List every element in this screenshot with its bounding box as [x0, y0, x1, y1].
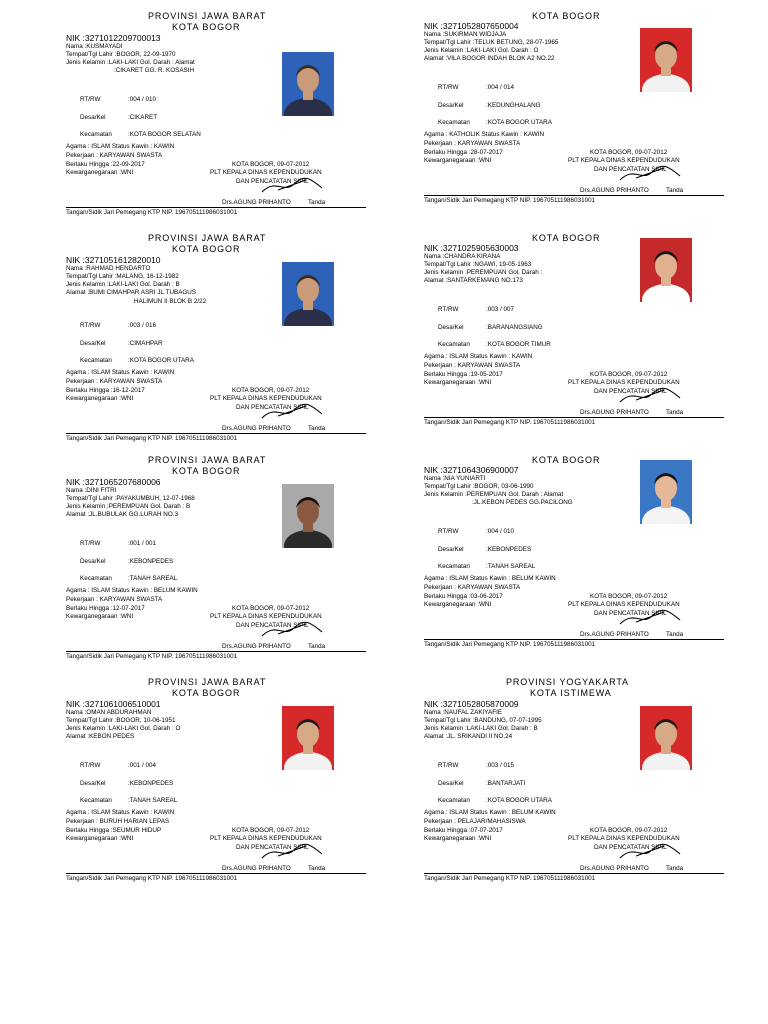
id-photo: [282, 706, 334, 770]
nik-field: NIK :3271052805870009: [424, 699, 519, 709]
signature-icon: [616, 162, 686, 186]
tanda-label: Tanda: [666, 865, 684, 872]
kecamatan-label: Kecamatan: [80, 357, 112, 364]
rtrw-label: RT/RW: [438, 762, 459, 769]
desa-label: Desa/Kel: [438, 324, 464, 331]
rtrw-label: RT/RW: [80, 540, 101, 547]
id-photo: [640, 706, 692, 770]
rtrw-label: RT/RW: [438, 306, 459, 313]
kecamatan-label: Kecamatan: [438, 341, 470, 348]
official-title-2: DAN PENCATATAN SIPIL: [594, 610, 667, 617]
official-name: Drs.AGUNG PRIHANTO: [580, 409, 649, 416]
signature-icon: [616, 840, 686, 864]
kewarganegaraan-field: Kewarganegaraan :WNI: [424, 835, 492, 842]
official-title-2: DAN PENCATATAN SIPIL: [594, 166, 667, 173]
pekerjaan-field: Pekerjaan : KARYAWAN SWASTA: [424, 584, 521, 591]
ktp-card: [424, 232, 724, 454]
kecamatan-label: Kecamatan: [80, 575, 112, 582]
alamat-field: Alamat :KEBON PEDES: [66, 733, 135, 740]
berlaku-field: Berlaku Hingga :19-05-2017: [424, 371, 503, 378]
footer-note: Tangan/Sidik Jari Pemegang KTP NIP. 196705111986031001: [66, 875, 238, 882]
signature-rule: [424, 195, 724, 196]
id-photo: [282, 52, 334, 116]
official-title-1: PLT KEPALA DINAS KEPENDUDUKAN: [568, 379, 680, 386]
kecamatan-value: :KOTA BOGOR UTARA: [486, 797, 552, 804]
kewarganegaraan-field: Kewarganegaraan :WNI: [424, 601, 492, 608]
nama-field: Nama :OMAN ABDURAHMAN: [66, 709, 152, 716]
province-title: PROVINSI JAWA BARAT: [148, 233, 267, 243]
kecamatan-value: :TANAH SAREAL: [128, 797, 178, 804]
official-title-2: DAN PENCATATAN SIPIL: [236, 622, 309, 629]
agama-field: Agama : ISLAM Status Kawin : BELUM KAWIN: [66, 587, 198, 594]
pekerjaan-field: Pekerjaan : KARYAWAN SWASTA: [66, 152, 163, 159]
signature-icon: [616, 606, 686, 630]
city-title: KOTA BOGOR: [532, 455, 601, 465]
alamat-field: Alamat :JL. SRIKANDI II NO.24: [424, 733, 513, 740]
pekerjaan-field: Pekerjaan : BURUH HARIAN LEPAS: [66, 818, 170, 825]
alamat-field: :CIKARET GG. R. KOSASIH: [114, 67, 195, 74]
kewarganegaraan-field: Kewarganegaraan :WNI: [66, 169, 134, 176]
kewarganegaraan-field: Kewarganegaraan :WNI: [66, 835, 134, 842]
official-title-1: PLT KEPALA DINAS KEPENDUDUKAN: [210, 613, 322, 620]
official-name: Drs.AGUNG PRIHANTO: [222, 425, 291, 432]
footer-note: Tangan/Sidik Jari Pemegang KTP NIP. 196705111986031001: [66, 435, 238, 442]
rtrw-value: :003 / 015: [486, 762, 515, 769]
ktp-card: [424, 676, 724, 898]
official-title-2: DAN PENCATATAN SIPIL: [594, 388, 667, 395]
berlaku-field: Berlaku Hingga :03-06-2017: [424, 593, 503, 600]
rtrw-value: :003 / 007: [486, 306, 515, 313]
signature-icon: [616, 384, 686, 408]
official-title-1: PLT KEPALA DINAS KEPENDUDUKAN: [210, 169, 322, 176]
rtrw-value: :001 / 004: [128, 762, 157, 769]
id-photo: [640, 460, 692, 524]
signature-rule: [424, 639, 724, 640]
kecamatan-label: Kecamatan: [438, 563, 470, 570]
ttl-field: Tempat/Tgl Lahir :TELUK BETUNG, 28-07-1965: [424, 39, 559, 46]
desa-label: Desa/Kel: [438, 102, 464, 109]
kecamatan-value: :TANAH SAREAL: [486, 563, 536, 570]
id-photo: [640, 28, 692, 92]
desa-label: Desa/Kel: [80, 114, 106, 121]
pekerjaan-field: Pekerjaan : KARYAWAN SWASTA: [66, 596, 163, 603]
agama-field: Agama : ISLAM Status Kawin : KAWIN: [424, 353, 533, 360]
pekerjaan-field: Pekerjaan : PELAJAR/MAHASISWA: [424, 818, 526, 825]
nama-field: Nama :DINI FITRI: [66, 487, 117, 494]
issue-place-date: KOTA BOGOR, 09-07-2012: [590, 149, 668, 156]
official-title-1: PLT KEPALA DINAS KEPENDUDUKAN: [568, 835, 680, 842]
city-title: KOTA ISTIMEWA: [530, 688, 612, 698]
ttl-field: Tempat/Tgl Lahir :BANDUNG, 07-07-1995: [424, 717, 542, 724]
footer-note: Tangan/Sidik Jari Pemegang KTP NIP. 196705111986031001: [424, 641, 596, 648]
gender-field: Jenis Kelamin :LAKI-LAKI Gol. Darah : O: [66, 725, 181, 732]
issue-place-date: KOTA BOGOR, 09-07-2012: [232, 827, 310, 834]
kewarganegaraan-field: Kewarganegaraan :WNI: [66, 395, 134, 402]
rtrw-label: RT/RW: [80, 96, 101, 103]
gender-field: Jenis Kelamin :LAKI-LAKI Gol. Darah : Alamat: [66, 59, 195, 66]
footer-note: Tangan/Sidik Jari Pemegang KTP NIP. 196705111986031001: [424, 197, 596, 204]
official-name: Drs.AGUNG PRIHANTO: [222, 643, 291, 650]
ttl-field: Tempat/Tgl Lahir :BOGOR, 03-06-1990: [424, 483, 534, 490]
berlaku-field: Berlaku Hingga :16-12-2017: [66, 387, 145, 394]
city-title: KOTA BOGOR: [172, 466, 241, 476]
agama-field: Agama : ISLAM Status Kawin : KAWIN: [66, 143, 175, 150]
nik-field: NIK :3271051612820010: [66, 255, 161, 265]
nik-field: NIK :3271025905630003: [424, 243, 519, 253]
desa-value: :CIMAHPAR: [128, 340, 163, 347]
agama-field: Agama : ISLAM Status Kawin : BELUM KAWIN: [424, 575, 556, 582]
province-title: PROVINSI YOGYAKARTA: [506, 677, 629, 687]
nik-field: NIK :3271061006510001: [66, 699, 161, 709]
official-title-2: DAN PENCATATAN SIPIL: [594, 844, 667, 851]
province-title: PROVINSI JAWA BARAT: [148, 455, 267, 465]
alamat-field: :JL.KEBON PEDES GG.PACILONG: [472, 499, 573, 506]
signature-rule: [66, 873, 366, 874]
official-title-2: DAN PENCATATAN SIPIL: [236, 844, 309, 851]
desa-value: :KEBONPEDES: [486, 546, 532, 553]
desa-value: :CIKARET: [128, 114, 158, 121]
agama-field: Agama : ISLAM Status Kawin : KAWIN: [66, 369, 175, 376]
desa-value: :BANTARJATI: [486, 780, 526, 787]
kecamatan-label: Kecamatan: [438, 797, 470, 804]
nik-field: NIK :3271012209700013: [66, 33, 161, 43]
ttl-field: Tempat/Tgl Lahir :MALANG, 16-12-1982: [66, 273, 179, 280]
rtrw-label: RT/RW: [438, 84, 459, 91]
tanda-label: Tanda: [308, 425, 326, 432]
ttl-field: Tempat/Tgl Lahir :NGAWI, 19-05-1963: [424, 261, 532, 268]
official-name: Drs.AGUNG PRIHANTO: [580, 631, 649, 638]
ttl-field: Tempat/Tgl Lahir :BOGOR, 22-09-1970: [66, 51, 176, 58]
desa-label: Desa/Kel: [80, 558, 106, 565]
official-name: Drs.AGUNG PRIHANTO: [222, 199, 291, 206]
desa-value: :KEDUNGHALANG: [486, 102, 541, 109]
berlaku-field: Berlaku Hingga :SEUMUR HIDUP: [66, 827, 162, 834]
alamat-field: Alamat :SANTARKEMANG NO.173: [424, 277, 523, 284]
kecamatan-value: :KOTA BOGOR UTARA: [486, 119, 552, 126]
alamat-field: Alamat :JL.BUBULAK GG.LURAH NO.3: [66, 511, 178, 518]
official-title-1: PLT KEPALA DINAS KEPENDUDUKAN: [210, 835, 322, 842]
signature-icon: [258, 618, 328, 642]
ttl-field: Tempat/Tgl Lahir :PAYAKUMBUH, 12-07-1968: [66, 495, 195, 502]
nama-field: Nama :CHANDRA KIRANA: [424, 253, 501, 260]
official-name: Drs.AGUNG PRIHANTO: [222, 865, 291, 872]
footer-note: Tangan/Sidik Jari Pemegang KTP NIP. 196705111986031001: [66, 653, 238, 660]
alamat-field-2: HALIMUN II BLOK B 2/22: [134, 298, 207, 305]
signature-rule: [66, 207, 366, 208]
city-title: KOTA BOGOR: [172, 688, 241, 698]
signature-icon: [258, 840, 328, 864]
signature-rule: [66, 433, 366, 434]
berlaku-field: Berlaku Hingga :28-07-2017: [424, 149, 503, 156]
berlaku-field: Berlaku Hingga :07-07-2017: [424, 827, 503, 834]
official-title-1: PLT KEPALA DINAS KEPENDUDUKAN: [210, 395, 322, 402]
rtrw-value: :003 / 016: [128, 322, 157, 329]
gender-field: Jenis Kelamin :PEREMPUAN Gol. Darah :: [424, 269, 543, 276]
official-title-2: DAN PENCATATAN SIPIL: [236, 178, 309, 185]
signature-rule: [424, 873, 724, 874]
footer-note: Tangan/Sidik Jari Pemegang KTP NIP. 196705111986031001: [66, 209, 238, 216]
gender-field: Jenis Kelamin :PEREMPUAN Gol. Darah : B: [66, 503, 191, 510]
desa-label: Desa/Kel: [80, 780, 106, 787]
kewarganegaraan-field: Kewarganegaraan :WNI: [424, 379, 492, 386]
ktp-card: [424, 454, 724, 676]
city-title: KOTA BOGOR: [532, 11, 601, 21]
province-title: PROVINSI JAWA BARAT: [148, 11, 267, 21]
ktp-card: [66, 232, 366, 454]
desa-value: :KEBONPEDES: [128, 780, 174, 787]
gender-field: Jenis Kelamin :PEREMPUAN Gol. Darah : Alamat: [424, 491, 564, 498]
city-title: KOTA BOGOR: [172, 22, 241, 32]
desa-label: Desa/Kel: [438, 780, 464, 787]
issue-place-date: KOTA BOGOR, 09-07-2012: [590, 593, 668, 600]
nama-field: Nama :RAHMAD HENDARTO: [66, 265, 151, 272]
issue-place-date: KOTA BOGOR, 09-07-2012: [232, 605, 310, 612]
issue-place-date: KOTA BOGOR, 09-07-2012: [232, 161, 310, 168]
desa-value: :BARANANGSIANG: [486, 324, 543, 331]
official-name: Drs.AGUNG PRIHANTO: [580, 865, 649, 872]
rtrw-label: RT/RW: [80, 322, 101, 329]
desa-label: Desa/Kel: [438, 546, 464, 553]
kecamatan-label: Kecamatan: [80, 797, 112, 804]
ktp-card: [66, 454, 366, 676]
kecamatan-label: Kecamatan: [80, 131, 112, 138]
footer-note: Tangan/Sidik Jari Pemegang KTP NIP. 196705111986031001: [424, 875, 596, 882]
kecamatan-value: :KOTA BOGOR UTARA: [128, 357, 194, 364]
kecamatan-value: :KOTA BOGOR SELATAN: [128, 131, 201, 138]
nik-field: NIK :3271064306900007: [424, 465, 519, 475]
official-title-2: DAN PENCATATAN SIPIL: [236, 404, 309, 411]
footer-note: Tangan/Sidik Jari Pemegang KTP NIP. 196705111986031001: [424, 419, 596, 426]
id-photo: [282, 262, 334, 326]
official-title-1: PLT KEPALA DINAS KEPENDUDUKAN: [568, 157, 680, 164]
agama-field: Agama : ISLAM Status Kawin : KAWIN: [66, 809, 175, 816]
desa-label: Desa/Kel: [80, 340, 106, 347]
alamat-field: Alamat :VILA BOGOR INDAH BLOK A2 NO.22: [424, 55, 555, 62]
pekerjaan-field: Pekerjaan : KARYAWAN SWASTA: [66, 378, 163, 385]
agama-field: Agama : KATHOLIK Status Kawin : KAWIN: [424, 131, 545, 138]
tanda-label: Tanda: [308, 199, 326, 206]
city-title: KOTA BOGOR: [172, 244, 241, 254]
nama-field: Nama :NIA YUNIARTI: [424, 475, 486, 482]
nama-field: Nama :SUKIRMAN WIDJAJA: [424, 31, 507, 38]
tanda-label: Tanda: [308, 643, 326, 650]
kewarganegaraan-field: Kewarganegaraan :WNI: [66, 613, 134, 620]
alamat-field: Alamat :BUMI CIMAHPAR ASRI JL.TUBAGUS: [66, 289, 197, 296]
ktp-card: [66, 676, 366, 898]
signature-icon: [258, 174, 328, 198]
rtrw-label: RT/RW: [80, 762, 101, 769]
tanda-label: Tanda: [666, 187, 684, 194]
city-title: KOTA BOGOR: [532, 233, 601, 243]
berlaku-field: Berlaku Hingga :12-07-2017: [66, 605, 145, 612]
id-photo: [282, 484, 334, 548]
tanda-label: Tanda: [666, 631, 684, 638]
kewarganegaraan-field: Kewarganegaraan :WNI: [424, 157, 492, 164]
gender-field: Jenis Kelamin :LAKI-LAKI Gol. Darah : O: [424, 47, 539, 54]
gender-field: Jenis Kelamin :LAKI-LAKI Gol. Darah : B: [66, 281, 180, 288]
issue-place-date: KOTA BOGOR, 09-07-2012: [232, 387, 310, 394]
pekerjaan-field: Pekerjaan : KARYAWAN SWASTA: [424, 362, 521, 369]
official-name: Drs.AGUNG PRIHANTO: [580, 187, 649, 194]
nama-field: Nama :KUSMAYADI: [66, 43, 123, 50]
agama-field: Agama : ISLAM Status Kawin : BELUM KAWIN: [424, 809, 556, 816]
signature-rule: [66, 651, 366, 652]
ttl-field: Tempat/Tgl Lahir :BOGOR, 10-06-1951: [66, 717, 176, 724]
kecamatan-label: Kecamatan: [438, 119, 470, 126]
province-title: PROVINSI JAWA BARAT: [148, 677, 267, 687]
signature-icon: [258, 400, 328, 424]
desa-value: :KEBONPEDES: [128, 558, 174, 565]
tanda-label: Tanda: [308, 865, 326, 872]
ktp-card: [66, 10, 366, 232]
berlaku-field: Berlaku Hingga :22-09-2017: [66, 161, 145, 168]
tanda-label: Tanda: [666, 409, 684, 416]
rtrw-value: :001 / 001: [128, 540, 157, 547]
id-photo: [640, 238, 692, 302]
issue-place-date: KOTA BOGOR, 09-07-2012: [590, 371, 668, 378]
pekerjaan-field: Pekerjaan : KARYAWAN SWASTA: [424, 140, 521, 147]
rtrw-value: :004 / 010: [128, 96, 157, 103]
nama-field: Nama :NAUFAL ZAKIYAFIE: [424, 709, 503, 716]
nik-field: NIK :3271065207680006: [66, 477, 161, 487]
gender-field: Jenis Kelamin :LAKI-LAKI Gol. Darah : B: [424, 725, 538, 732]
issue-place-date: KOTA BOGOR, 09-07-2012: [590, 827, 668, 834]
signature-rule: [424, 417, 724, 418]
ktp-card: [424, 10, 724, 232]
rtrw-value: :004 / 014: [486, 84, 515, 91]
kecamatan-value: :TANAH SAREAL: [128, 575, 178, 582]
rtrw-value: :004 / 010: [486, 528, 515, 535]
nik-field: NIK :3271052807650004: [424, 21, 519, 31]
rtrw-label: RT/RW: [438, 528, 459, 535]
kecamatan-value: :KOTA BOGOR TIMUR: [486, 341, 551, 348]
official-title-1: PLT KEPALA DINAS KEPENDUDUKAN: [568, 601, 680, 608]
